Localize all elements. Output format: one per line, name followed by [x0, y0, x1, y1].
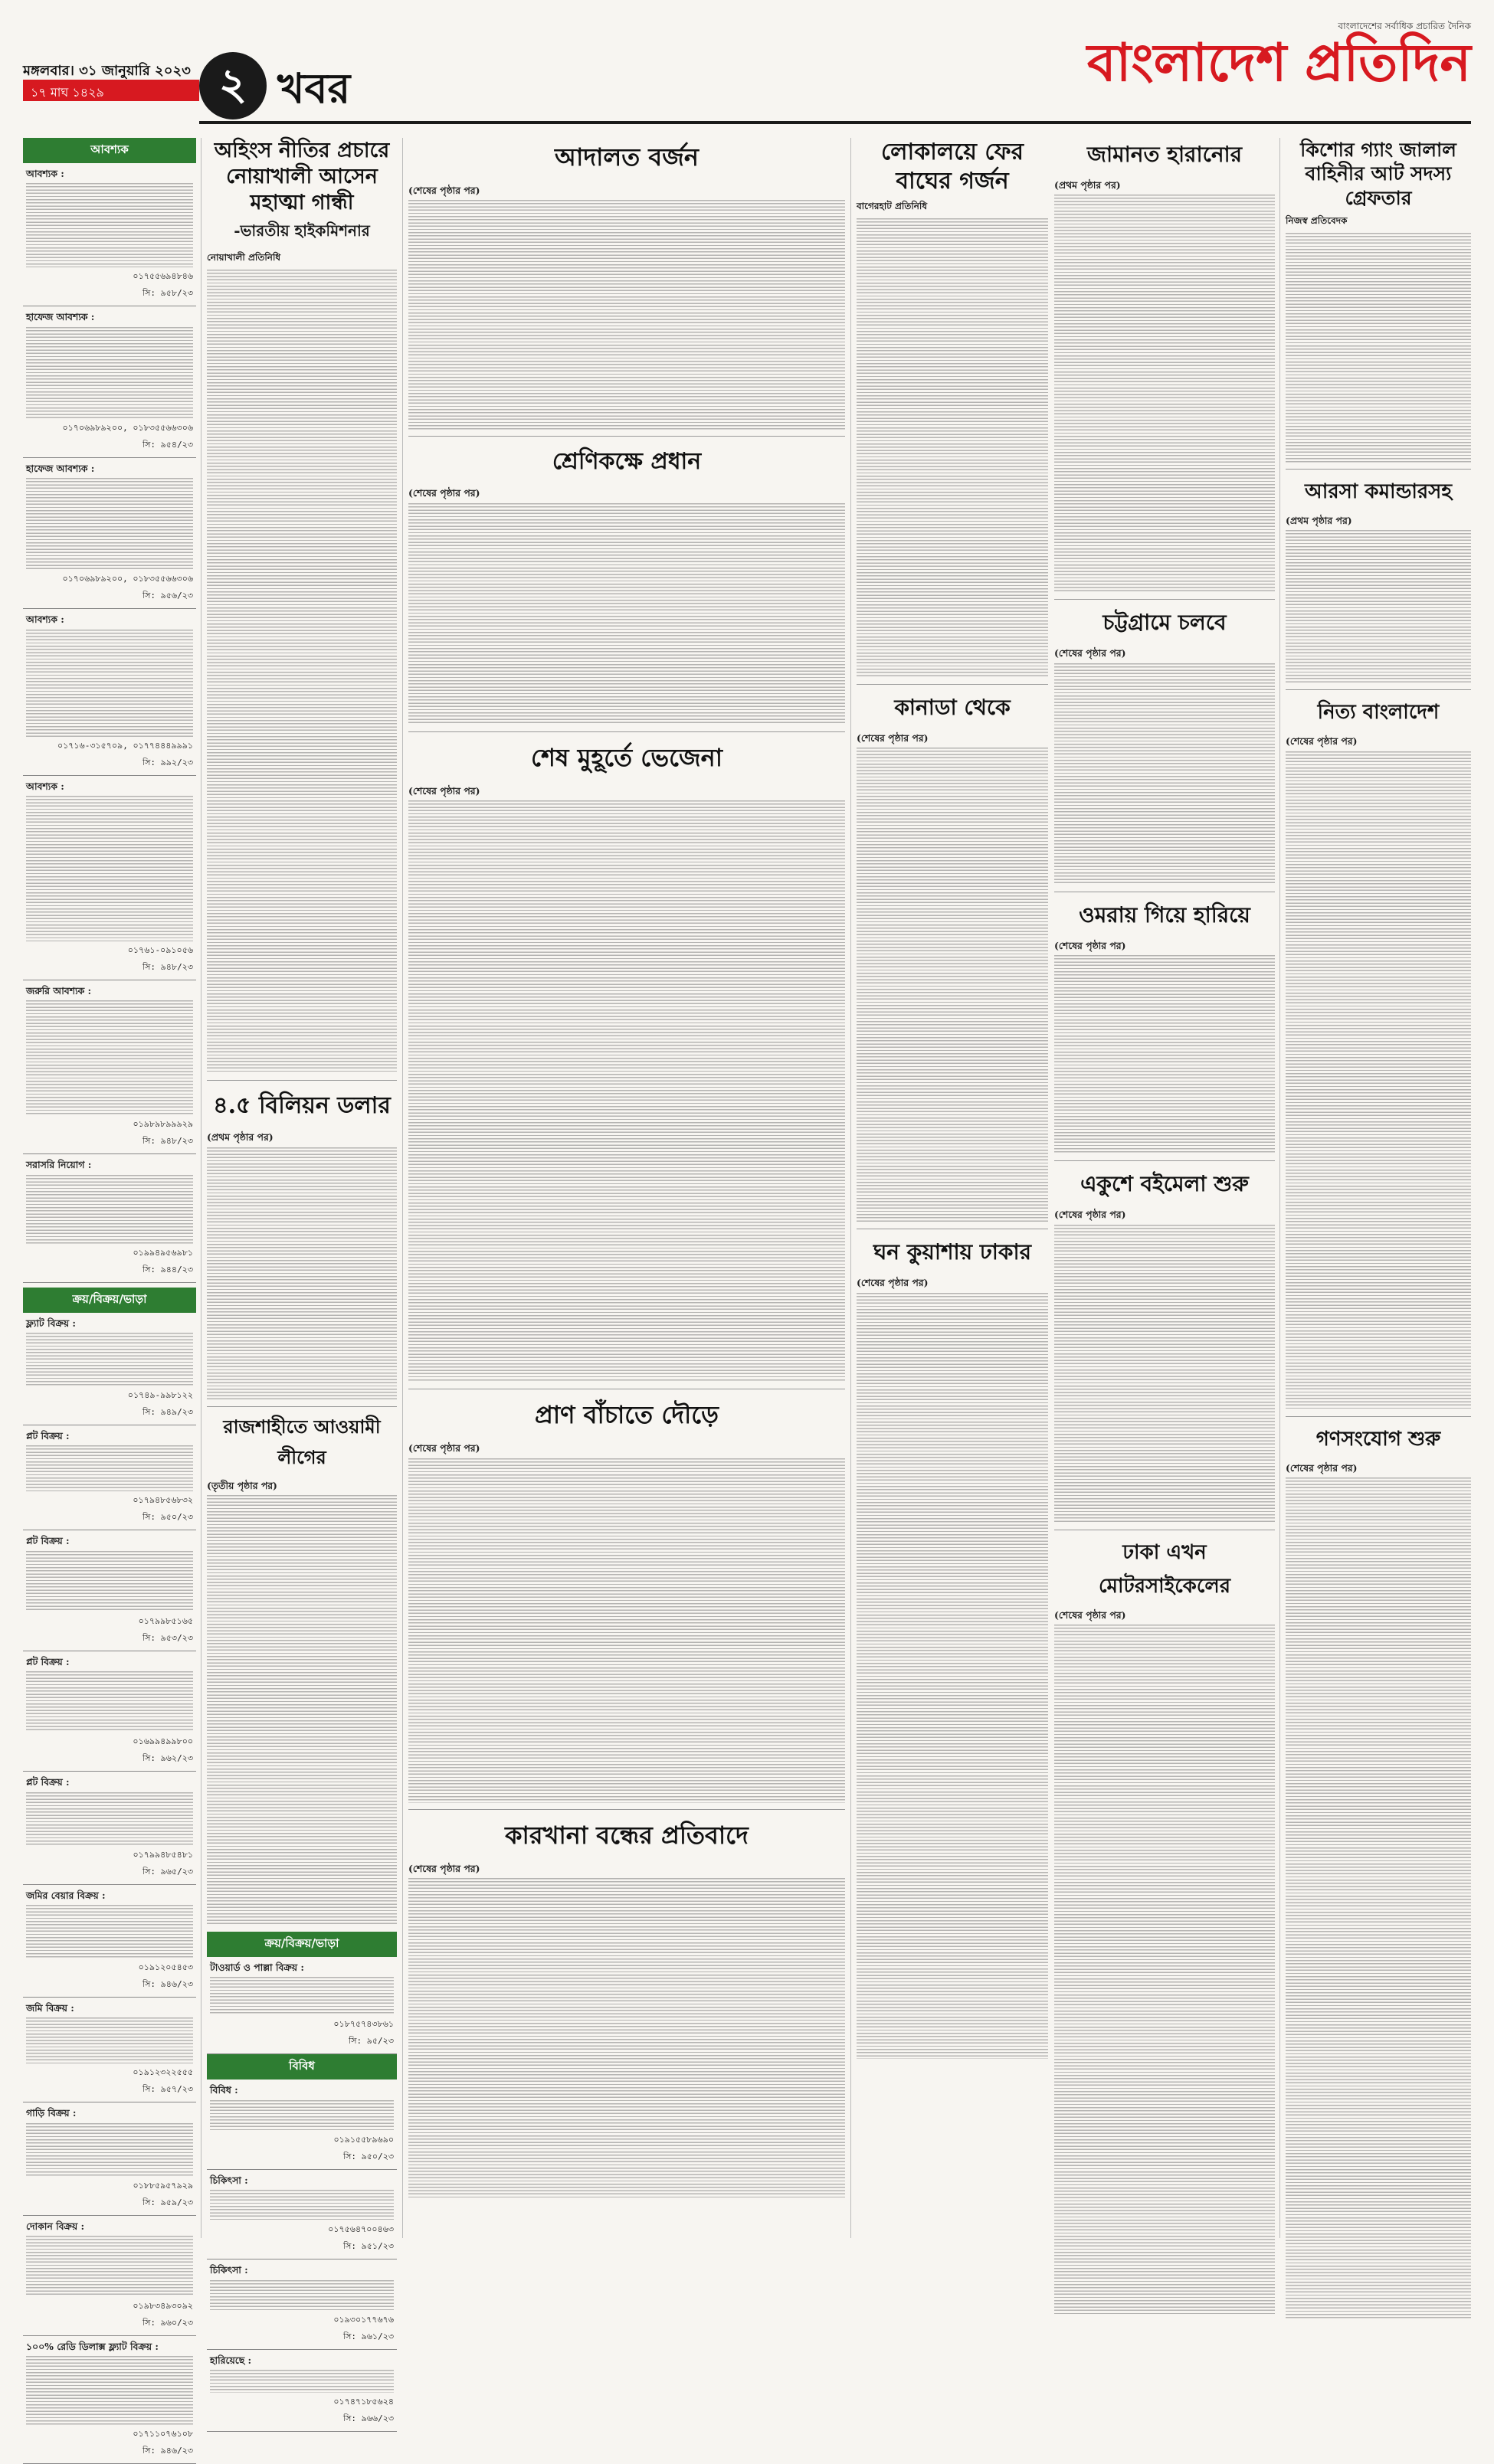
ad-code: সি: ৯৪৮/২৩ [143, 1136, 193, 1147]
newspaper-logo: বাংলাদেশ প্রতিদিন [1086, 32, 1471, 93]
article-body [1286, 233, 1471, 463]
classified-ad [23, 2216, 196, 2336]
divider [857, 684, 1048, 685]
continuation-ref: (শেষের পৃষ্ঠার পর) [408, 784, 480, 797]
ad-code: সি: ৯৪৬/২৩ [142, 1978, 193, 1989]
headline: চট্টগ্রামে চলবে [1102, 610, 1227, 636]
classified-ad [23, 306, 196, 457]
article-body [1054, 1225, 1275, 1523]
headline: অহিংস নীতির প্রচারে নোয়াখালী আসেন মহাত্মা গান্ধী [214, 139, 390, 214]
ad-code: সি: ৯৪৬/২৩ [142, 2446, 193, 2456]
ad-code: সি: ৯৫৭/২৩ [142, 2084, 193, 2095]
ad-code: সি: ৯৪৪/২৩ [143, 1264, 193, 1275]
headline: ওমরায় গিয়ে হারিয়ে [1079, 902, 1250, 928]
article-body [1286, 1477, 1471, 2320]
ad-code: সি: ৯৫৮/২৩ [143, 288, 193, 299]
ad-title: আবশ্যক : [26, 614, 64, 626]
ad-phone: ০১৬৯৯৪৯৯৮০০ [133, 1736, 193, 1747]
article-bail [1054, 138, 1275, 593]
article-nitto [1286, 696, 1471, 1409]
ad-title: দোকান বিক্রয় : [26, 2220, 85, 2232]
continuation-ref: (শেষের পৃষ্ঠার পর) [857, 732, 929, 744]
ad-title: প্লট বিক্রয় : [26, 1776, 70, 1788]
byline: বাগেরহাট প্রতিনিধি [857, 201, 928, 211]
classified-ad [207, 2350, 397, 2432]
column-4 [857, 138, 1048, 2237]
ad-code: সি: ৯৫১/২৩ [343, 2241, 394, 2252]
article-body [1054, 195, 1275, 593]
classifieds-column [23, 138, 196, 2456]
article-kishore [1286, 138, 1471, 463]
ad-title: প্লট বিক্রয় : [26, 1535, 70, 1547]
continuation-ref: (শেষের পৃষ্ঠার পর) [1286, 735, 1358, 748]
article-body [857, 218, 1048, 678]
classified-ad [23, 609, 196, 775]
ad-code: সি: ৯৬০/২৩ [142, 2318, 193, 2328]
headline: গণসংযোগ শুরু [1315, 1427, 1441, 1451]
ad-title: সরাসরি নিয়োগ : [26, 1159, 92, 1171]
headline: কানাডা থেকে [894, 695, 1011, 720]
headline: একুশে বইমেলা শুরু [1080, 1171, 1249, 1197]
ad-title: জমি বিক্রয় : [26, 2001, 74, 2014]
ad-title: ফ্ল্যাট বিক্রয় : [26, 1317, 76, 1329]
ad-title: গাড়ি বিক্রয় : [26, 2107, 77, 2119]
logo-block [1057, 20, 1471, 112]
section-title: খবর [277, 64, 351, 113]
col-rule [1279, 138, 1280, 2238]
ad-code: সি: ৯৬৬/২৩ [342, 2413, 394, 2423]
col-rule [850, 138, 851, 2238]
headline: কিশোর গ্যাং জালাল বাহিনীর আট সদস্য গ্রেফতার [1300, 139, 1456, 209]
divider [207, 1406, 397, 1407]
headline: ৪.৫ বিলিয়ন ডলার [213, 1092, 391, 1120]
divider [1054, 1160, 1275, 1161]
article-body [1286, 751, 1471, 1410]
article-gandhi [207, 138, 397, 1074]
article-body [408, 1458, 845, 1803]
classified-ad [23, 458, 196, 609]
ad-code: সি: ৯৪৮/২৩ [143, 961, 193, 972]
continuation-ref: (শেষের পৃষ্ঠার পর) [408, 1442, 480, 1455]
ad-phone: ০১৯১৫৫৮৯৬৯০ [333, 2134, 394, 2145]
article-arms [1286, 476, 1471, 683]
classified-ad [23, 1313, 196, 1425]
article-body [1054, 955, 1275, 1154]
rent-header: ক্রয়/বিক্রয়/ভাড়া [207, 1932, 397, 1957]
ad-phone: ০১৯১২০৫৪৫৩ [138, 1962, 193, 1972]
article-omra [1054, 898, 1275, 1154]
ad-title: আবশ্যক : [26, 780, 64, 792]
article-dollar [207, 1087, 397, 1399]
classified-ad [23, 1885, 196, 1998]
article-body [408, 503, 845, 725]
ad-phone: ০১৭৫৫৬৯৪৮৪৬ [133, 271, 193, 282]
headline: শ্রেণিকক্ষে প্রধান [552, 448, 702, 476]
ad-code: সি: ৯৬১/২৩ [342, 2331, 394, 2341]
article-body [857, 1293, 1048, 2059]
ad-code: সি: ৯৪৯/২৩ [143, 1407, 193, 1417]
ad-phone: ০১৭১৬-৩১৫৭০৯, ০১৭৭৪৪৪৯৯৯১ [57, 740, 193, 751]
ad-title: টাওয়ার্ড ও পাল্লা বিক্রয় : [210, 1962, 304, 1973]
bangla-date-bar [23, 80, 199, 101]
classified-ad [23, 163, 196, 306]
column-6 [1286, 138, 1471, 2237]
article-last-minute [408, 738, 845, 1383]
article-body [207, 1495, 397, 1924]
ad-phone: ০১৭৪৯-৯৯৮১২২ [127, 1390, 193, 1400]
bangla-date: ১৭ মাঘ ১৪২৯ [31, 85, 104, 100]
headline: শেষ মুহূর্তে ভেজেনা [531, 742, 722, 772]
article-rajshahi [207, 1413, 397, 1924]
divider [1286, 469, 1471, 470]
continuation-ref: (শেষের পৃষ্ঠার পর) [1054, 939, 1126, 951]
headline: ঢাকা এখন মোটরসাইকেলের [1099, 1540, 1230, 1598]
continuation-ref: (প্রথম পৃষ্ঠার পর) [1054, 179, 1121, 191]
ad-title: জমির বেয়ার বিক্রয় : [26, 1889, 106, 1901]
ad-title: হাফেজ আবশ্যক : [26, 311, 95, 323]
subhead: -ভারতীয় হাইকমিশনার [234, 221, 370, 241]
continuation-ref: (শেষের পৃষ্ঠার পর) [1054, 1209, 1126, 1221]
classified-ad [23, 1425, 196, 1530]
article-body [1054, 1625, 1275, 2314]
divider [1286, 689, 1471, 690]
ad-phone: ০১৭৯৯৪৮৫৪৮১ [133, 1849, 193, 1860]
article-body [408, 800, 845, 1383]
article-court [408, 138, 845, 430]
masthead [23, 15, 1471, 130]
page-number: ২ [218, 59, 247, 110]
article-factory [408, 1816, 845, 2200]
ad-code: সি: ৯৫৩/২৩ [142, 1632, 193, 1643]
tagline: বাংলাদেশের সর্বাধিক প্রচারিত দৈনিক [1338, 21, 1471, 31]
headline: আদালত বর্জন [555, 142, 699, 172]
continuation-ref: (শেষের পৃষ্ঠার পর) [1054, 647, 1126, 659]
classified-ad [207, 2170, 397, 2259]
headline: প্রাণ বাঁচাতে দৌড়ে [535, 1400, 719, 1430]
headline: রাজশাহীতে আওয়ামী লীগের [223, 1415, 381, 1468]
misc-header: বিবিধ [207, 2054, 397, 2080]
article-body [207, 270, 397, 1074]
ad-title: হারিয়েছে : [210, 2354, 252, 2366]
page-number-badge [199, 52, 267, 119]
ad-title: বিবিধ : [210, 2084, 238, 2096]
ad-phone: ০১৮৮৫৯৫৭৯২৯ [133, 2180, 193, 2191]
byline: নিজস্ব প্রতিবেদক [1286, 214, 1348, 226]
article-kanada [857, 691, 1048, 1222]
ad-title: চিকিৎসা : [210, 2174, 248, 2186]
article-tiger [857, 138, 1048, 678]
classified-ad [207, 2080, 397, 2169]
continuation-ref: (প্রথম পৃষ্ঠার পর) [207, 1131, 274, 1144]
divider [1054, 599, 1275, 600]
ad-phone: ০১৯৩০১৭৭৬৭৬ [333, 2314, 394, 2325]
divider [207, 1080, 397, 1081]
classified-ad [23, 980, 196, 1154]
ad-phone: ০১৭৬১-০৯১০৫৬ [127, 944, 193, 955]
headline: জামানত হারানোর [1086, 142, 1243, 167]
article-class [408, 443, 845, 725]
classified-ad [23, 1772, 196, 1884]
article-body [408, 200, 845, 430]
article-fog [857, 1235, 1048, 2058]
continuation-ref: (তৃতীয় পৃষ্ঠার পর) [207, 1479, 277, 1491]
ad-phone: ০১৭১১০৭৬১০৮ [133, 2429, 193, 2439]
ad-title: ১০০% রেডি ডিলাক্স ফ্ল্যাট বিক্রয় : [26, 2341, 159, 2352]
ad-code: সি: ৯৬৫/২৩ [142, 1866, 193, 1877]
ad-code: সি: ৯৫০/২৩ [142, 1512, 193, 1523]
article-chattogram [1054, 606, 1275, 885]
ad-title: প্লট বিক্রয় : [26, 1655, 70, 1667]
ad-code: সি: ৯৫০/২৩ [342, 2151, 394, 2161]
article-mass [1286, 1423, 1471, 2320]
divider [408, 731, 845, 732]
column-3 [408, 138, 845, 2237]
headline: লোকালয়ে ফের বাঘের গর্জন [880, 139, 1024, 195]
classified-ad [23, 1154, 196, 1282]
ad-title: হাফেজ আবশ্যক : [26, 462, 95, 474]
ad-title: জরুরি আবশ্যক : [26, 984, 92, 996]
divider [408, 436, 845, 437]
ad-phone: ০১৭৫৬৪৭০০৪৬৩ [328, 2224, 394, 2235]
divider [408, 1809, 845, 1810]
headline: কারখানা বন্ধের প্রতিবাদে [505, 1820, 749, 1850]
article-body [857, 748, 1048, 1222]
ad-code: সি: ৯৫৯/২৩ [143, 2197, 193, 2207]
classified-ad [207, 2259, 397, 2349]
ad-code: সি: ৯৫৬/২৩ [142, 591, 193, 601]
classified-ad [23, 776, 196, 980]
divider [1286, 1416, 1471, 1417]
continuation-ref: (শেষের পৃষ্ঠার পর) [1054, 1608, 1126, 1621]
continuation-ref: (শেষের পৃষ্ঠার পর) [408, 185, 480, 196]
small-ads [207, 1932, 397, 2432]
ad-phone: ০১৯৯৪৯৫৬৯৮১ [133, 1247, 193, 1258]
article-book-fair [1054, 1167, 1275, 1523]
ad-phone: ০১৮৭৫৭৪৩৮৬১ [333, 2019, 394, 2030]
ad-code: সি: ৯৫৪/২৩ [143, 439, 193, 450]
headline: আরসা কমান্ডারসহ [1305, 479, 1452, 503]
classified-ad [23, 1651, 196, 1772]
ad-title: চিকিৎসা : [210, 2264, 248, 2276]
article-body [1286, 530, 1471, 683]
ad-code: সি: ৯৫/২৩ [349, 2036, 394, 2047]
column-2 [207, 138, 397, 2423]
ad-phone: ০১৭০৬৯৮৯২০০, ০১৮৩৫৫৬৬৩০৬ [62, 422, 193, 433]
ad-code: সি: ৯৯২/২৩ [142, 757, 193, 767]
article-body [207, 1147, 397, 1400]
continuation-ref: (শেষের পৃষ্ঠার পর) [408, 487, 480, 499]
ad-title: আবশ্যক : [26, 168, 64, 179]
classified-ad [23, 1530, 196, 1651]
headline: নিত্য বাংলাদেশ [1317, 701, 1440, 725]
article-life [408, 1396, 845, 1802]
classified-ad [23, 2336, 196, 2464]
continuation-ref: (প্রথম পৃষ্ঠার পর) [1286, 514, 1352, 526]
classified-ad [23, 2102, 196, 2215]
continuation-ref: (শেষের পৃষ্ঠার পর) [1286, 1461, 1358, 1474]
continuation-ref: (শেষের পৃষ্ঠার পর) [857, 1277, 929, 1289]
classified-ad [207, 1957, 397, 2054]
ad-title: প্লট বিক্রয় : [26, 1430, 70, 1441]
ad-phone: ০১৭৪৭১৮৫৬২৪ [333, 2396, 394, 2407]
ad-phone: ০১৯৮৩৪৯৩০৯২ [133, 2301, 193, 2311]
buysell-header: ক্রয়/বিক্রয়/ভাড়া [23, 1288, 196, 1313]
ad-phone: ০১৭৯৯৮৫১৬৫ [138, 1615, 193, 1626]
recruit-header: আবশ্যক [23, 138, 196, 163]
article-body [1054, 663, 1275, 885]
section-rule [199, 121, 1471, 124]
headline: ঘন কুয়াশায় ঢাকার [873, 1239, 1031, 1265]
date-line: মঙ্গলবার। ৩১ জানুয়ারি ২০২৩ [23, 63, 191, 79]
ad-phone: ০১৭৯৪৮৫৬৮৩২ [133, 1495, 193, 1506]
column-5 [1054, 138, 1275, 2237]
continuation-ref: (শেষের পৃষ্ঠার পর) [408, 1862, 480, 1874]
ad-phone: ০১৯৮৯৮৯৯৯২৯ [133, 1119, 193, 1130]
article-body [408, 1878, 845, 2200]
col-rule [402, 138, 403, 2238]
ad-phone: ০১৭০৬৯৮৯২০০, ০১৮৩৫৫৬৬৩০৬ [62, 574, 193, 584]
byline: নোয়াখালী প্রতিনিধি [207, 252, 281, 263]
article-motorcycle [1054, 1536, 1275, 2314]
ad-code: সি: ৯৬২/২৩ [142, 1753, 193, 1764]
classified-ad [23, 1998, 196, 2102]
ad-phone: ০১৯১২৩২২৫৫৫ [133, 2067, 193, 2078]
